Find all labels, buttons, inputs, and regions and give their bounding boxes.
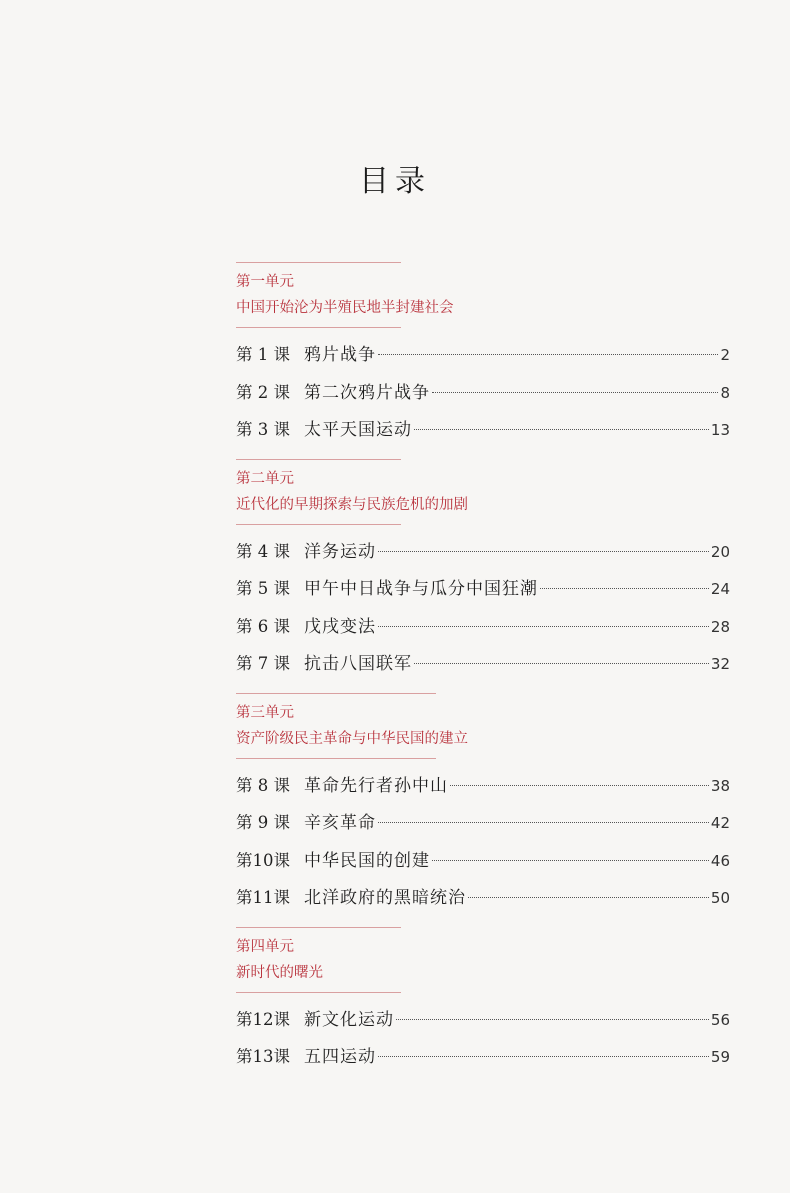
dot-leader [432,391,718,393]
page-number: 8 [720,383,730,402]
dot-leader [432,859,709,861]
unit-subtitle: 资产阶级民主革命与中华民国的建立 [236,730,468,747]
lesson-title: 戊戌变法 [304,616,376,637]
toc-entry[interactable] [236,608,730,646]
lesson-title: 北洋政府的黑暗统治 [304,888,466,908]
lesson-title: 革命先行者孙中山 [304,775,448,796]
page-number: 46 [710,851,730,870]
unit-label: 第一单元 [236,274,294,290]
toc-entry[interactable] [236,1038,730,1076]
unit-subtitle: 近代化的早期探索与民族危机的加剧 [236,496,468,513]
unit-label: 第四单元 [236,938,294,955]
unit-section [236,459,730,683]
lesson-title: 抗击八国联军 [304,654,412,674]
page-number: 32 [710,655,730,673]
toc-entry[interactable] [236,804,730,842]
dot-leader [396,1018,709,1020]
dot-leader [378,353,718,355]
page-number: 28 [710,617,730,636]
unit-label: 第二单元 [236,470,294,487]
lesson-number: 第 2 课 [236,382,290,402]
toc-entry[interactable] [236,879,730,917]
unit-divider-bottom [236,758,436,759]
dot-leader [414,662,709,664]
page-number: 59 [710,1048,730,1066]
page-title: 目录 [359,164,431,199]
page-number: 42 [710,814,730,832]
dot-leader [378,550,709,552]
unit-divider-bottom [236,524,401,525]
lesson-number: 第11课 [236,888,290,907]
toc-entry[interactable] [236,645,730,683]
lesson-number: 第13课 [236,1047,290,1066]
lesson-list [236,767,730,917]
unit-divider-top [236,459,401,460]
page-number: 20 [710,542,730,561]
page-number: 13 [710,421,730,439]
unit-divider-top [236,262,401,263]
table-of-contents [236,262,730,1086]
lesson-list [236,533,730,683]
page-number: 50 [710,889,730,907]
dot-leader [414,428,709,430]
page-number: 24 [710,580,730,598]
lesson-number: 第 9 课 [236,813,290,832]
toc-entry[interactable] [236,570,730,608]
lesson-number: 第12课 [236,1009,290,1029]
toc-entry[interactable] [236,842,730,880]
toc-entry[interactable] [236,533,730,571]
unit-section [236,693,730,917]
unit-subtitle: 中国开始沦为半殖民地半封建社会 [236,300,454,316]
dot-leader [468,896,709,898]
unit-label: 第三单元 [236,704,294,721]
lesson-title: 第二次鸦片战争 [304,382,430,403]
lesson-number: 第 1 课 [236,345,290,364]
unit-divider-bottom [236,992,401,993]
unit-section [236,927,730,1076]
lesson-title: 五四运动 [304,1047,376,1067]
dot-leader [378,1055,709,1057]
lesson-number: 第10课 [236,850,290,870]
dot-leader [378,821,709,823]
lesson-title: 辛亥革命 [304,813,376,833]
unit-divider-bottom [236,327,401,328]
lesson-title: 鸦片战争 [304,345,376,365]
toc-entry[interactable] [236,374,730,412]
lesson-title: 甲午中日战争与瓜分中国狂潮 [304,579,538,599]
lesson-number: 第 7 课 [236,654,290,673]
lesson-title: 太平天国运动 [304,420,412,440]
unit-subtitle: 新时代的曙光 [236,964,323,981]
unit-divider-top [236,927,401,928]
toc-entry[interactable] [236,1001,730,1039]
dot-leader [378,625,709,627]
page-number: 38 [710,776,730,795]
lesson-list [236,336,730,449]
unit-divider-top [236,693,436,694]
lesson-number: 第 3 课 [236,420,290,439]
toc-entry[interactable] [236,411,730,449]
lesson-title: 洋务运动 [304,541,376,562]
dot-leader [540,587,709,589]
lesson-title: 新文化运动 [304,1009,394,1030]
toc-entry[interactable] [236,336,730,374]
lesson-number: 第 5 课 [236,579,290,598]
lesson-list [236,1001,730,1076]
lesson-number: 第 6 课 [236,616,290,636]
page-number: 2 [720,346,730,364]
unit-section [236,262,730,449]
page-number: 56 [710,1010,730,1029]
dot-leader [450,784,709,786]
lesson-number: 第 4 课 [236,541,290,561]
lesson-title: 中华民国的创建 [304,850,430,871]
toc-entry[interactable] [236,767,730,805]
lesson-number: 第 8 课 [236,775,290,795]
